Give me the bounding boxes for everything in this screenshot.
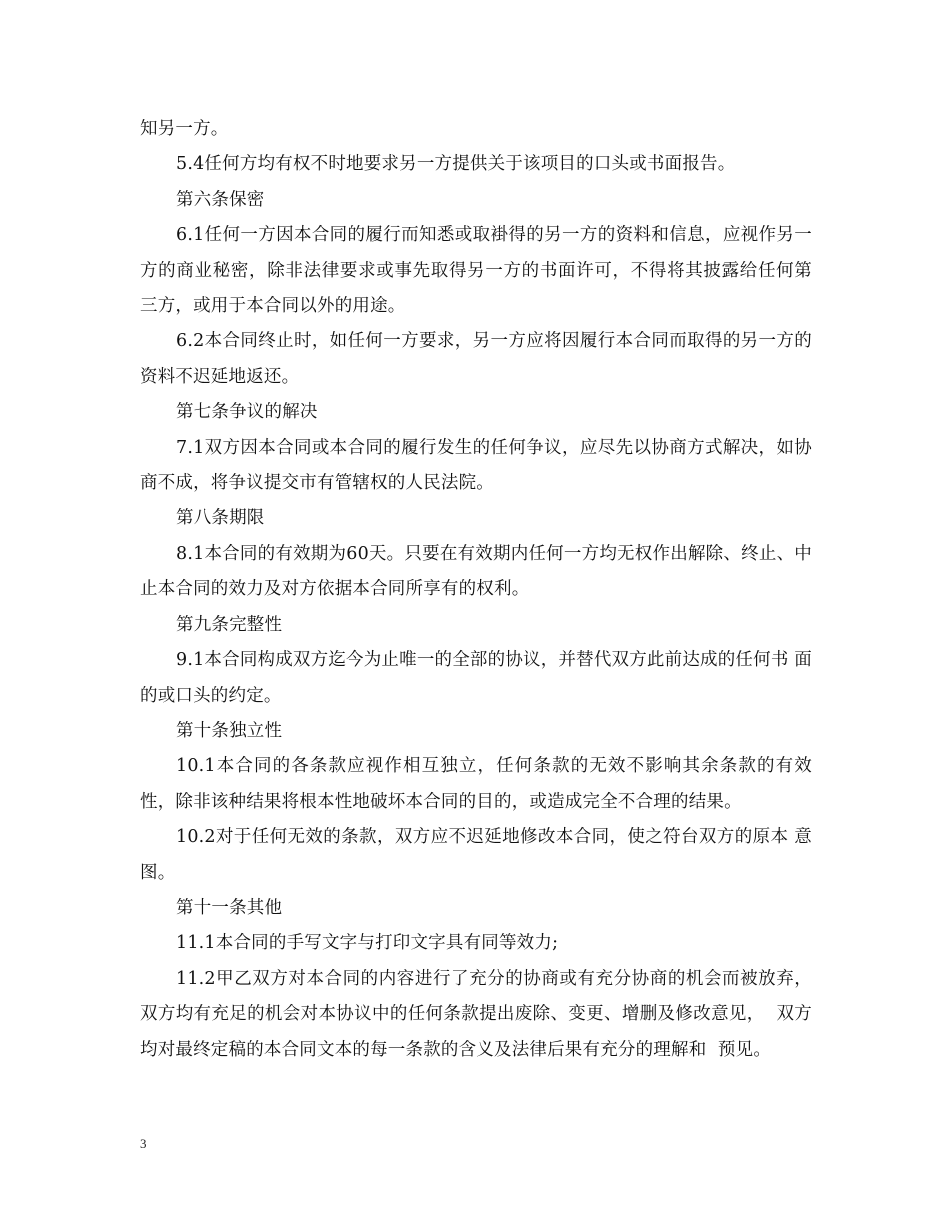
clause-6-1: 6.1任何一方因本合同的履行而知悉或取褂得的另一方的资料和信息，应视作另一方的商业秘密，除非法律要求或事先取得另一方的书面许可，不得将其披露给任何第三方，或用于本合同以外的用途。 <box>140 225 812 317</box>
clause-11-1: 11.1本合同的手写文字与打印文字具有同等效力; <box>176 933 559 954</box>
clause-9-1: 9.1本合同构成双方迄今为止唯一的全部的协议，并替代双方此前达成的任何书 面的或口头的约定。 <box>140 650 812 706</box>
section-heading-7: 第七条争议的解决 <box>176 402 318 423</box>
document-body <box>140 112 824 1068</box>
section-heading-9: 第九条完整性 <box>176 614 283 635</box>
clause-10-1: 10.1本合同的各条款应视作相互独立，任何条款的无效不影响其余条款的有效 性，除非该种结果将根本性地破坏本合同的目的，或造成完全不合理的结果。 <box>140 756 818 812</box>
clause-11-2: 11.2甲乙双方对本合同的内容进行了充分的协商或有充分协商的机会而被放弃， 双方均有充足的机会对本协议中的任何条款提出废除、变更、增删及修改意见， 双方均对最终定稿的本合同文本的每一条款的含义及法律后果有充分的理解和 预见。 <box>140 968 824 1060</box>
section-heading-6: 第六条保密 <box>176 189 265 210</box>
section-heading-8: 第八条期限 <box>176 508 265 529</box>
paragraph-continuation: 知另一方。 <box>140 119 229 139</box>
clause-8-1: 8.1本合同的有效期为60天。只要在有效期内任何一方均无权作出解除、终止、中止本合同的效力及对方依据本合同所享有的权利。 <box>140 543 812 600</box>
clause-10-2: 10.2对于任何无效的条款，双方应不迟延地修改本合同，使之符台双方的原本 意图。 <box>140 827 812 883</box>
section-heading-11: 第十一条其他 <box>176 897 283 918</box>
section-heading-10: 第十条独立性 <box>176 720 283 741</box>
clause-5-4: 5.4任何方均有权不时地要求另一方提供关于该项目的口头或书面报告。 <box>176 154 736 175</box>
clause-6-2: 6.2本合同终止时，如任何一方要求，另一方应将因履行本合同而取得的另一方的资料不迟延地返还。 <box>140 331 812 387</box>
page-number: 3 <box>140 1136 147 1151</box>
clause-7-1: 7.1双方因本合同或本合同的履行发生的任何争议，应尽先以协商方式解决，如协商不成，将争议提交市有管辖权的人民法院。 <box>140 437 812 494</box>
